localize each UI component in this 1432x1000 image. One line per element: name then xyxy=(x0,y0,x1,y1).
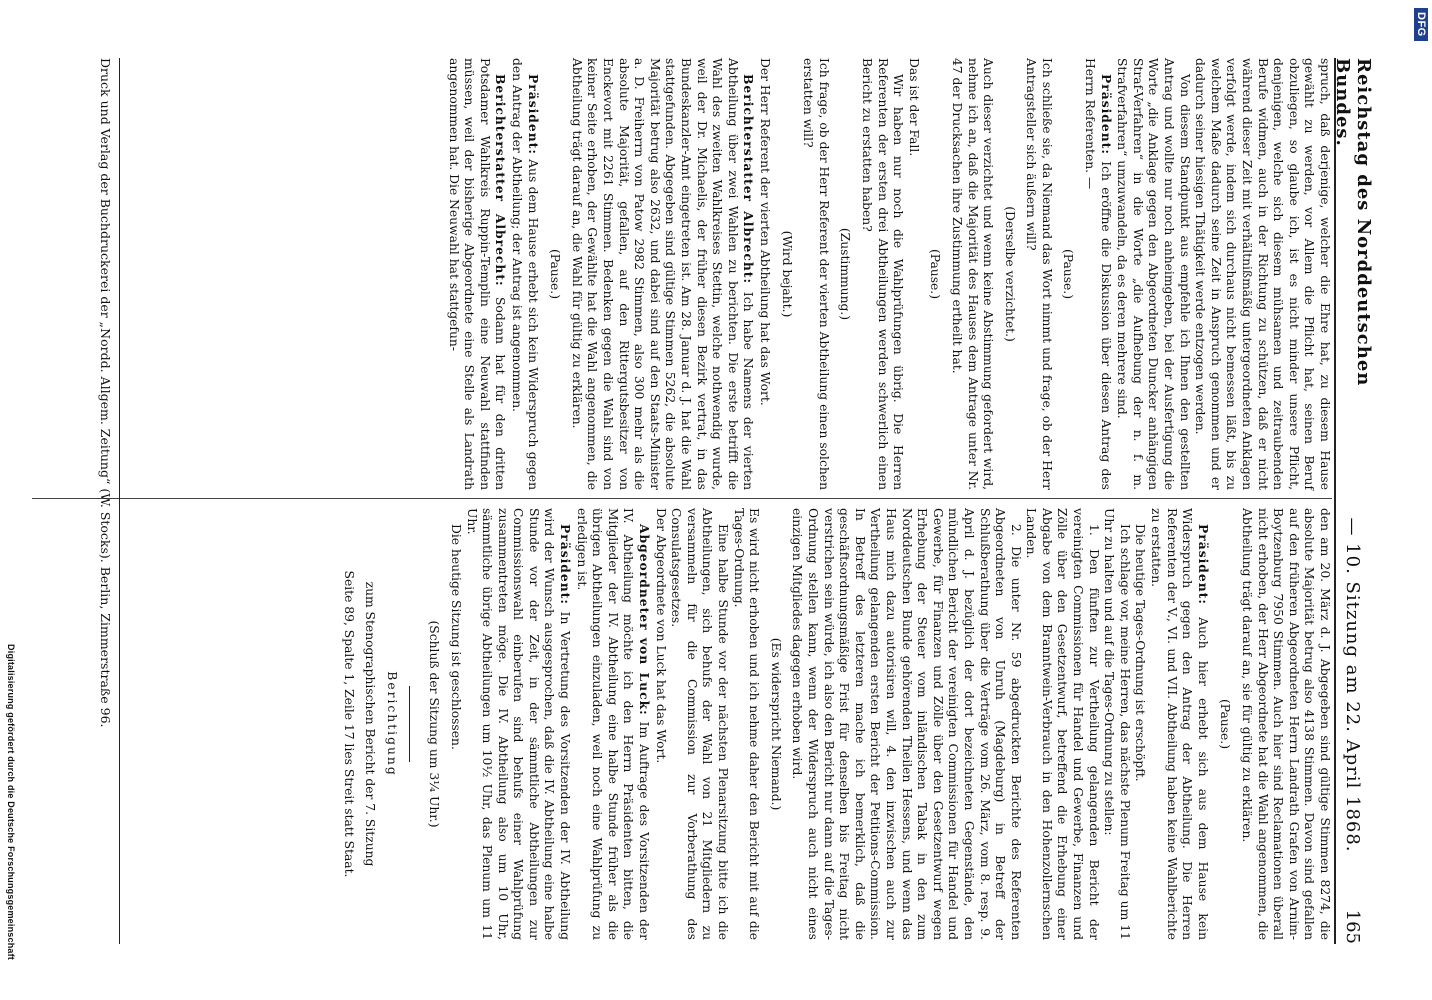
stage-note: (Es widerspricht Niemand.) xyxy=(768,637,783,811)
speech-text: In Vertretung des Vorsitzenden der IV. Abtheilung wird der Wunsch ausgesprochen, daß die IV. Abtheilung eine halbe Stunde vor der Zeit, in der sämmtliche Abtheilungen zur Commissionswahl einberufen sind behufs einer Wahlprüfung zusammentreten möge. Die IV. Abtheilung also um 10 Uhr, sämmtliche übrige Abtheilungen um 10½ Uhr, das Plenum um 11 Uhr. xyxy=(464,508,573,940)
imprint: Druck und Verlag der Buchdruckerei der „Nordd. Allgem. Zeitung“ (W. Stocks). Berlin, Zimmerstraße 96. xyxy=(97,58,120,944)
speaker-name: Präsident: xyxy=(1098,74,1114,155)
digitization-note: Digitalisierung gefördert durch die Deutsche Forschungsgemeinschaft xyxy=(6,644,16,960)
stage-note: (Pause.) xyxy=(548,248,563,300)
body-paragraph: Ich schlage vor, meine Herren, das nächste Plenum Freitag um 11 Uhr zu halten und auf die Tages-Ordnung zu stellen: xyxy=(1102,508,1132,940)
dfg-logo: DFG xyxy=(1414,8,1428,41)
body-paragraph: Von diesem Standpunkt aus empfehle ich Ihnen den gestellten Antrag und wollte nur noch anheimgeben, bei der Ausfertigung die Worte „die Anklage gegen den Abgeordneten Duncker anhängigen Straf-Verfahren“ in die Worte „die Aufhebung der n. f. m. Strafverfahren“ umzuwandeln, da es deren mehrere sind. xyxy=(1115,58,1192,490)
column-divider xyxy=(32,498,1332,500)
speech-text: Auch hier erhebt sich aus dem Hause kein Widerspruch gegen den Antrag der Abtheilung. Die Herren Referenten der V., VI. und VII. Abtheilung haben keine Wahlberichte zu erstatten. xyxy=(1149,508,1210,940)
stage-note: (Zustimmung.) xyxy=(838,227,853,321)
body-paragraph: Eine halbe Stunde vor der nächsten Plenarsitzung bitte ich die Abtheilungen, sich behufs der Wahl von 21 Mitgliedern zu versammeln für die Commission zur Vorberathung des Consulatsgesetzes. xyxy=(669,508,731,940)
speaker-name: Präsident: xyxy=(558,524,574,605)
stage-note: (Pause.) xyxy=(1218,698,1233,750)
left-column xyxy=(445,58,1332,490)
speech-text: Sodann hat für den dritten Potsdamer Wahlkreis Ruppin-Templin eine Neuwahl stattfinden müssen, weil der bisherige Abgeordnete eine Stelle als Landrath angenommen hat. Die Neuwahl hat stattgefun- xyxy=(446,58,508,490)
body-paragraph: 2. Die unter Nr. 59 abgedruckten Berichte des Referenten Abgeordneten von Unruh (Magdeburg) in Betreff der Schlußberathung über die Verträge vom 26. März, vom 8. resp. 9. April d. J. bezüglich der dort bezeichneten Gegenstände, den mündlichen Bericht der vereinigten Commissionen für Handel und Gewerbe, für Finanzen und Zölle über den Gesetzentwurf wegen Erhebung der Steuer vom inländischen Tabak in den zum Norddeutschen Bunde gehörenden Theilen Hessens, und wenn das Haus mich dazu autorisiren will, 4. den inzwischen auch zur Vertheilung gelangenden ersten Bericht der Petitions-Commission. In Betreff des letzteren mache ich bemerklich, daß die geschäftsordnungsmäßige Frist für denselben bis Freitag nicht verstrichen sein würde, ich also den Bericht nur dann auf die Tages-Ordnung stellen kann, wenn der Widerspruch auch nicht eines einzigen Mitgliedes dagegen erhoben wird. xyxy=(790,508,1023,940)
speaker-name: Präsident: xyxy=(525,74,541,155)
right-column xyxy=(334,508,1332,940)
session-title: — 10. Sitzung am 22. April 1868. xyxy=(1342,517,1364,853)
body-paragraph: spruch, daß derjenige, welcher die Ehre hat, zu diesem Hause gewählt zu werden, vor Allem die Pflicht hat, seinen Beruf obzuliegen, so glaube ich, ist es nicht minder unsere Pflicht, denjenigen, welche sich diesem mühsamen und zeitraubenden Berufe widmen, auch in der Richtung zu schützen, daß er nicht während dieser Zeit mit verhältnißmäßig untergeordneten Anklagen verfolgt werde, indem sich durchaus nicht bemessen läßt, bis zu welchem Maße dadurch seine Zeit in Anspruch genommen und er dadurch seiner hiesigen Thätigkeit werde entzogen werden. xyxy=(1193,58,1332,490)
stage-note: (Pause.) xyxy=(928,248,943,300)
body-paragraph: Die heutige Tages-Ordnung ist erschöpft. xyxy=(1133,524,1148,782)
body-paragraph: Der Herr Referent der vierten Abtheilung hat das Wort. xyxy=(758,58,772,406)
body-paragraph: Auch dieser verzichtet und wenn keine Abstimmung gefordert wird, nehme ich an, daß die Majorität des Hauses dem Antrage unter Nr. 47 der Drucksachen ihre Zustimmung ertheilt hat. xyxy=(949,58,996,490)
speaker-name: Berichterstatter Albrecht: xyxy=(741,74,757,285)
body-paragraph: 1. Den fünften zur Vertheilung gelangenden Bericht der vereinigten Commissionen für Handel und Gewerbe, Finanzen und Zölle über den Gesetzentwurf, betreffend die Erhebung einer Abgabe von dem Branntwein-Verbrauch in den Hohenzollernschen Landen. xyxy=(1024,508,1101,940)
body-paragraph: Ich frage, ob der Herr Referent der vierten Abtheilung einen solchen erstatten will? xyxy=(801,58,831,490)
body-paragraph: Ich schließe sie, da Niemand das Wort nimmt und frage, ob der Herr Antragsteller sich äußern will? xyxy=(1024,58,1054,490)
speech-paragraph xyxy=(573,508,652,940)
speech-paragraph xyxy=(463,508,573,940)
stage-note: (Derselbe verzichtet.) xyxy=(1002,206,1017,342)
stage-note: (Wird bejaht.) xyxy=(779,230,794,318)
section-heading: Berichtigung xyxy=(384,671,399,777)
page-number: 165 xyxy=(1342,909,1364,944)
separator-rule xyxy=(409,686,410,762)
speech-paragraph xyxy=(509,58,541,490)
speaker-name: Abgeordneter von Luck: xyxy=(637,524,653,716)
stage-note: Seite 89, Spalte 1, Zeile 17 lies Streit statt Staat. xyxy=(341,570,356,878)
speaker-name: Berichterstatter Albrecht: xyxy=(493,74,509,287)
speaker-name: Präsident: xyxy=(1195,524,1211,605)
page-header xyxy=(1332,58,1374,944)
speech-paragraph xyxy=(445,58,508,490)
body-paragraph: Der Abgeordnete von Luck hat das Wort. xyxy=(653,508,668,764)
speech-paragraph xyxy=(1082,58,1114,490)
speech-text: Aus dem Hause erhebt sich kein Widerspruch gegen den Antrag der Abtheilung; der Antrag ist angenommen. xyxy=(510,58,540,490)
stage-note: (Pause.) xyxy=(1061,248,1076,300)
body-paragraph: Das ist der Fall. xyxy=(906,58,921,157)
body-paragraph: Die heutige Sitzung ist geschlossen. xyxy=(448,524,463,750)
speech-paragraph xyxy=(1147,508,1210,940)
stage-note: zum Stenographischen Bericht der 7. Sitzung xyxy=(363,581,378,867)
body-paragraph: Wir haben nur noch die Wahlprüfungen übrig. Die Herren Referenten der ersten drei Abtheilungen werden schwerlich einen Bericht zu erstatten haben? xyxy=(859,58,906,490)
journal-title: Reichstag des Norddeutschen Bundes. xyxy=(1332,58,1374,387)
body-paragraph: Es wird nicht erhoben und ich nehme daher den Bericht mit auf die Tages-Ordnung. xyxy=(731,508,762,940)
speech-paragraph xyxy=(568,58,756,490)
stage-note: (Schluß der Sitzung um 3¼ Uhr.) xyxy=(427,620,442,828)
speech-text: Ich habe Namens der vierten Abtheilung über zwei Wahlen zu berichten. Die erste betrifft die Wahl des zweiten Wahlkreises Stettin, welche nothwendig wurde, weil der Dr. Michaelis, der früher diesen Bezirk vertrat, in das Bundeskanzler-Amt eingetreten ist. Am 28. Januar d. J. hat die Wahl stattgefunden. Abgegeben sind gültige Stimmen 5262, die absolute Majorität betrug also 2632, und dabei sind auf den Staats-Minister a. D. Freiherrn von Patow 2982 Stimmen, also 300 mehr als die absolute Majorität, gefallen, auf den Rittergutsbesitzer von Enckevort mit 2261 Stimmen. Bedenken gegen die Wahl sind von keiner Seite erhoben, der Gewählte hat die Wahl angenommen, die Abtheilung trägt darauf an, die Wahl für gültig zu erklären. xyxy=(569,58,756,490)
speech-text: Im Auftrage des Vorsitzenden der IV. Abtheilung möchte ich den Herrn Präsidenten bitten, die Mitglieder der IV. Abtheilung eine halbe Stunde früher als die übrigen Abtheilungen einzuladen, weil noch eine Wahlprüfung zu erledigen ist. xyxy=(574,508,652,940)
body-paragraph: den am 20. März d. J. Abgegeben sind gültige Stimmen 8274, die absolute Majorität betrug also 4138 Stimmen. Davon sind gefallen auf den früheren Abgeordneten Herrn Landrath Grafen von Arnim-Boytzenburg 7950 Stimmen. Auch hier sind Reclamationen überall nicht erhoben, der Herr Abgeordnete hat die Wahl angenommen, die Abtheilung trägt darauf an, sie für gültig zu erklären. xyxy=(1240,508,1332,940)
speech-text: Ich eröffne die Diskussion über diesen Antrag des Herrn Referenten. — xyxy=(1083,58,1113,490)
